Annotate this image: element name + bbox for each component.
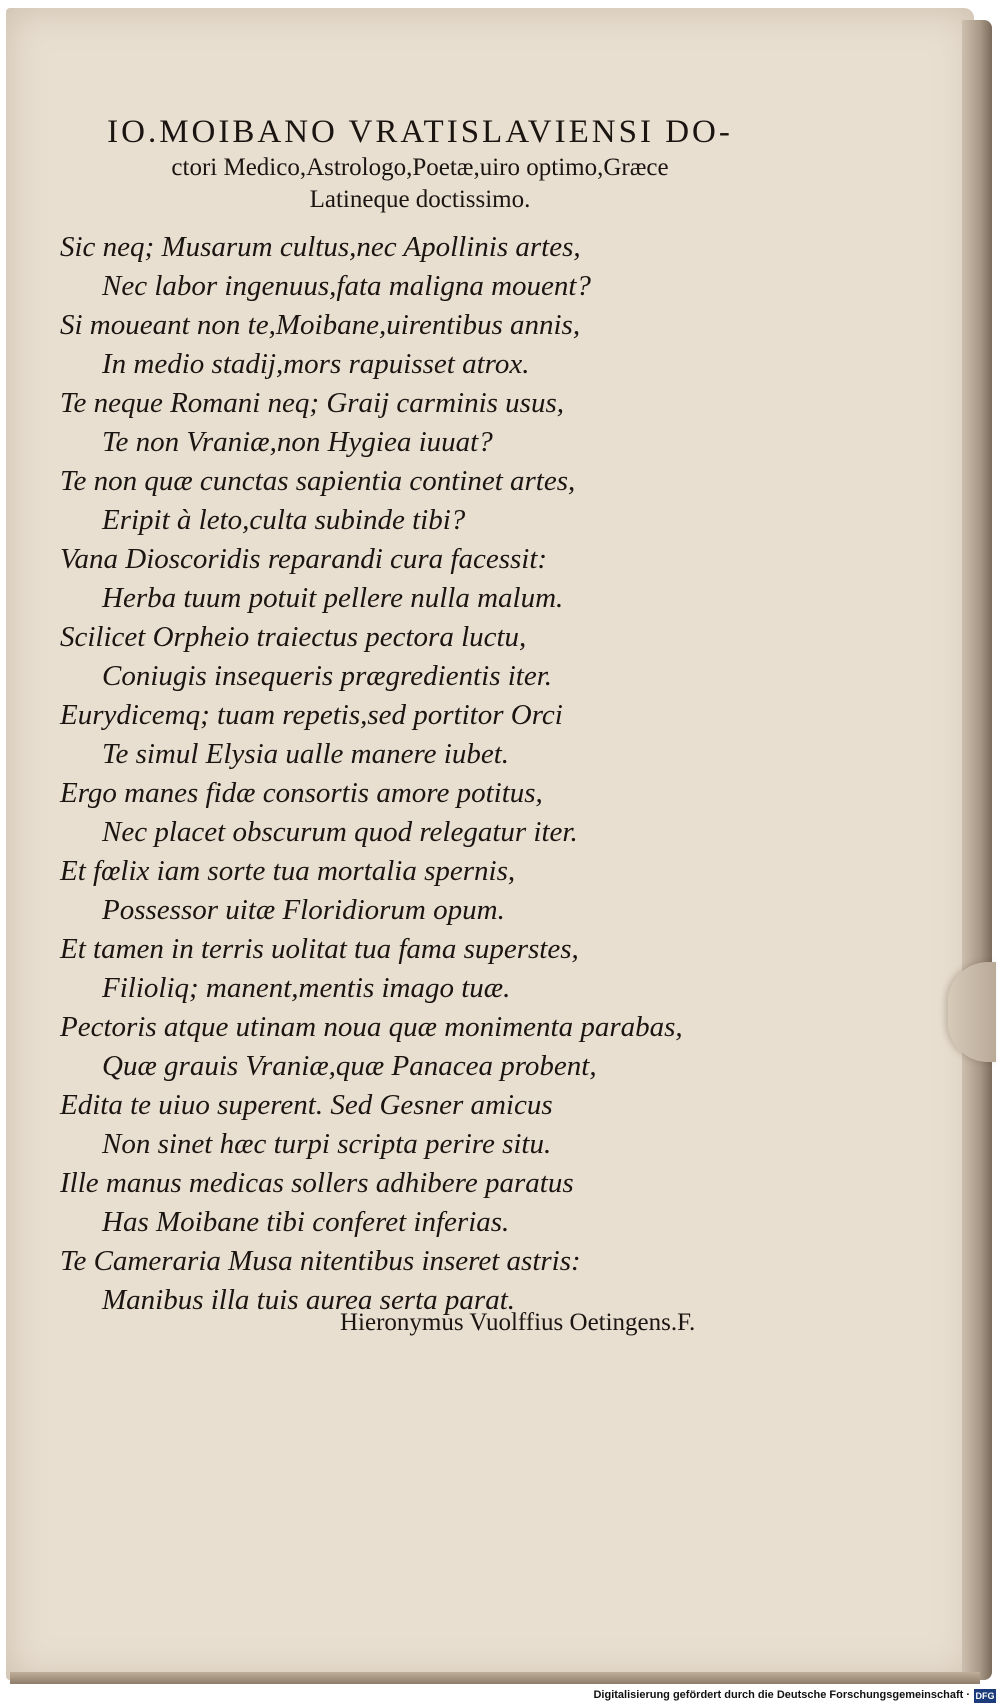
verse-line: Non sinet hæc turpi scripta perire situ.	[102, 1128, 552, 1160]
page-edge-right	[962, 20, 992, 1680]
dfg-logo-icon: DFG	[975, 1691, 995, 1701]
verse-line: Et tamen in terris uolitat tua fama superstes,	[60, 933, 579, 965]
verse-line: Nec labor ingenuus,fata maligna mouent?	[102, 270, 591, 302]
verse-line: Herba tuum potuit pellere nulla malum.	[102, 582, 564, 614]
verse-line: In medio stadij,mors rapuisset atrox.	[102, 348, 530, 380]
verse-line: Vana Dioscoridis reparandi cura facessit:	[60, 543, 548, 575]
verse-line: Edita te uiuo superent. Sed Gesner amicus	[60, 1089, 553, 1121]
verse-line: Possessor uitæ Floridiorum opum.	[102, 894, 505, 926]
verse-line: Te non Vraniæ,non Hygiea iuuat?	[102, 426, 493, 458]
verse-line: Eripit à leto,culta subinde tibi?	[102, 504, 466, 536]
verse-line: Quæ grauis Vraniæ,quæ Panacea probent,	[102, 1050, 597, 1082]
heading-line: IO.MOIBANO VRATISLAVIENSI DO-	[107, 114, 733, 150]
verse-line: Te non quæ cunctas sapientia continet artes,	[60, 465, 576, 497]
funding-note: Digitalisierung gefördert durch die Deutsche Forschungsgemeinschaft ·	[593, 1689, 970, 1701]
verse-line: Scilicet Orpheio traiectus pectora luctu,	[60, 621, 527, 653]
verse-line: Te simul Elysia ualle manere iubet.	[102, 738, 510, 770]
verse-line: Nec placet obscurum quod relegatur iter.	[102, 816, 578, 848]
verse-line: Ille manus medicas sollers adhibere paratus	[60, 1167, 574, 1199]
verse-line: Pectoris atque utinam noua quæ monimenta parabas,	[60, 1011, 683, 1043]
verse-line: Eurydicemq; tuam repetis,sed portitor Orci	[60, 699, 563, 731]
verse-line: Ergo manes fidæ consortis amore potitus,	[60, 777, 543, 809]
verse-line: Te neque Romani neq; Graij carminis usus,	[60, 387, 564, 419]
verse-line: Coniugis insequeris prægredientis iter.	[102, 660, 553, 692]
page-edge-bottom	[10, 1672, 980, 1684]
poem-body	[60, 228, 920, 1320]
heading-line: Latineque doctissimo.	[309, 186, 531, 213]
verse-line: Has Moibane tibi conferet inferias.	[102, 1206, 510, 1238]
verse-line: Si moueant non te,Moibane,uirentibus annis,	[60, 309, 581, 341]
footer-bar	[0, 1686, 1000, 1707]
poem-heading	[60, 112, 780, 216]
verse-line: Sic neq; Musarum cultus,nec Apollinis artes,	[60, 231, 581, 263]
verse-line: Et fœlix iam sorte tua mortalia spernis,	[60, 855, 516, 887]
verse-line: Te Cameraria Musa nitentibus inseret astris:	[60, 1245, 581, 1277]
author-signature: Hieronymus Vuolffius Oetingens.F.	[340, 1309, 696, 1336]
verse-line: Filioliq; manent,mentis imago tuæ.	[102, 972, 511, 1004]
verse-line: Manibus illa tuis aurea serta parat.	[102, 1284, 515, 1316]
heading-line: ctori Medico,Astrologo,Poetæ,uiro optimo,Græce	[171, 154, 669, 181]
